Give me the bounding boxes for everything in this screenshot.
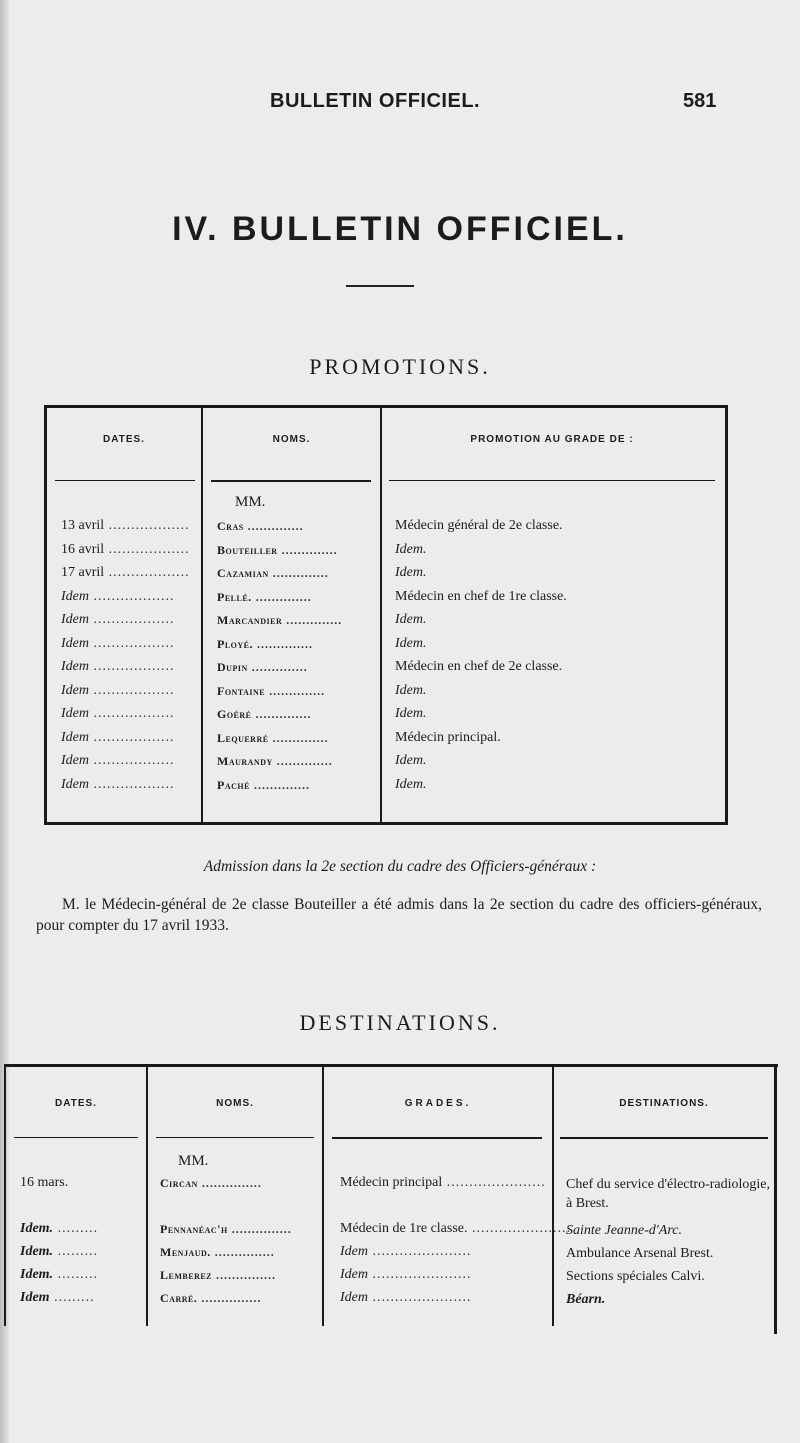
date-text: Idem: [61, 753, 89, 768]
date-cell: [20, 1244, 144, 1260]
date-cell: [61, 542, 197, 558]
date-text: 13 avril: [61, 518, 105, 533]
header-underline: [55, 480, 195, 481]
grade-cell: Idem.: [395, 612, 427, 627]
grade-cell: [340, 1244, 546, 1260]
grade-cell: [340, 1267, 546, 1283]
leader-dots: ..................: [89, 682, 175, 698]
name-cell: [217, 613, 375, 628]
leader-dots: .........: [53, 1244, 99, 1259]
name-cell: [217, 637, 375, 652]
leader-dots: ..................: [89, 729, 175, 745]
destinations-title: DESTINATIONS.: [299, 1010, 501, 1035]
leader-dots: ..............: [251, 707, 312, 721]
date-text: 16 avril: [61, 541, 105, 557]
name-cell: [217, 590, 375, 605]
header-underline: [14, 1137, 138, 1138]
date-cell: [61, 612, 197, 628]
leader-dots: ..................: [89, 635, 175, 651]
date-cell: [61, 753, 197, 769]
date-text: Idem: [61, 682, 89, 698]
admission-heading: Admission dans la 2e section du cadre des Officiers-généraux :: [203, 858, 597, 875]
leader-dots: ......................: [368, 1290, 472, 1305]
date-text: 17 avril: [61, 565, 105, 580]
name-text: Dupin: [217, 660, 248, 674]
grade-text: Idem: [340, 1244, 368, 1259]
date-cell: [20, 1290, 144, 1306]
name-text: Bouteiller: [217, 542, 278, 557]
name-text: Cazamian: [217, 566, 269, 580]
name-cell: [160, 1268, 318, 1283]
leader-dots: .........: [53, 1221, 99, 1236]
name-cell: [217, 754, 375, 769]
leader-dots: ..............: [249, 777, 310, 792]
mm-label: MM.: [235, 494, 266, 510]
mm-label: MM.: [178, 1153, 209, 1169]
name-cell: [217, 660, 375, 675]
col-header-dates: DATES.: [55, 1098, 97, 1109]
date-text: 16 mars.: [20, 1175, 69, 1190]
grade-cell: Médecin principal.: [395, 729, 501, 745]
name-cell: [217, 707, 375, 722]
leader-dots: ..............: [272, 754, 333, 768]
date-cell: [61, 659, 197, 675]
date-cell: [20, 1221, 144, 1237]
leader-dots: ..................: [89, 706, 175, 721]
leader-dots: ......................: [442, 1175, 546, 1190]
leader-dots: ..............: [265, 683, 326, 698]
header-underline: [211, 480, 371, 482]
col-header-grade: PROMOTION AU GRADE DE :: [470, 434, 634, 445]
date-text: Idem.: [20, 1267, 54, 1282]
date-cell: [61, 683, 197, 699]
col-divider: [774, 1064, 777, 1334]
name-text: Lemberez: [160, 1268, 213, 1282]
name-text: Pennanéac'h: [160, 1222, 228, 1236]
name-text: Lequerré: [217, 730, 269, 745]
name-text: Cras: [217, 519, 244, 533]
col-header-noms: NOMS.: [272, 434, 311, 445]
name-cell: [217, 731, 375, 746]
date-cell: [61, 589, 197, 605]
date-text: Idem: [61, 706, 89, 721]
name-cell: [217, 684, 375, 699]
date-cell: [61, 730, 197, 746]
name-cell: [217, 519, 375, 534]
date-text: Idem: [61, 588, 89, 604]
leader-dots: ..................: [89, 588, 175, 604]
name-text: Goéré: [217, 707, 252, 721]
col-header-grades: GRADES.: [404, 1098, 472, 1109]
grade-cell: Idem.: [395, 565, 427, 580]
leader-dots: ......................: [368, 1244, 472, 1259]
leader-dots: ..................: [104, 565, 190, 580]
grade-cell: [340, 1175, 546, 1191]
name-cell: [160, 1245, 318, 1260]
grade-cell: [340, 1290, 546, 1306]
admission-text: M. le Médecin-général de 2e classe Bouteiller a été admis dans la 2e section du cadre des officiers-généraux, pour compter du 17 avril 1933.: [36, 896, 762, 934]
date-text: Idem.: [20, 1244, 54, 1259]
col-divider: [380, 408, 382, 822]
grade-text: Médecin de 1re classe.: [340, 1221, 468, 1236]
header-underline: [560, 1137, 768, 1139]
leader-dots: ..................: [104, 541, 190, 557]
name-text: Paché: [217, 777, 250, 792]
leader-dots: ..............: [247, 660, 308, 674]
header-underline: [332, 1137, 542, 1139]
date-cell: [61, 518, 197, 534]
date-text: Idem: [61, 612, 89, 627]
table-top-border: [4, 1064, 778, 1067]
date-text: Idem: [61, 635, 89, 651]
name-cell: [217, 543, 375, 558]
page-title: IV. BULLETIN OFFICIEL.: [172, 210, 628, 248]
leader-dots: ..............: [268, 566, 329, 580]
date-text: Idem: [61, 729, 89, 745]
col-header-dates: DATES.: [103, 434, 145, 445]
leader-dots: ..............: [268, 730, 329, 745]
date-cell: [61, 565, 197, 581]
name-text: Fontaine: [217, 683, 266, 698]
destination-cell: Ambulance Arsenal Brest.: [566, 1246, 714, 1261]
leader-dots: ..............: [251, 589, 312, 604]
name-text: Menjaud.: [160, 1245, 211, 1259]
leader-dots: ...............: [197, 1176, 262, 1190]
col-divider: [201, 408, 203, 822]
leader-dots: ..................: [104, 518, 190, 533]
grade-text: Idem: [340, 1290, 368, 1305]
leader-dots: .........: [49, 1290, 95, 1305]
leader-dots: ......................: [368, 1267, 472, 1282]
leader-dots: ..............: [253, 636, 314, 651]
destination-cell: Sainte Jeanne-d'Arc.: [566, 1223, 682, 1238]
grade-text: Médecin principal: [340, 1175, 443, 1190]
name-cell: [217, 566, 375, 581]
date-cell: [61, 706, 197, 722]
header-underline: [389, 480, 715, 481]
destination-cell: Sections spéciales Calvi.: [566, 1269, 705, 1284]
header-underline: [156, 1137, 314, 1138]
leader-dots: ......................: [467, 1221, 571, 1236]
leader-dots: .........: [53, 1267, 99, 1282]
page-number: 581: [683, 90, 717, 112]
leader-dots: ..............: [243, 519, 304, 533]
destination-cell: Chef du service d'électro-radiologie, à Brest.: [566, 1177, 770, 1211]
col-header-noms: NOMS.: [216, 1098, 254, 1109]
name-text: Maurandy: [217, 754, 273, 768]
date-cell: [20, 1175, 144, 1191]
running-header-title: BULLETIN OFFICIEL.: [270, 90, 481, 112]
name-cell: [217, 778, 375, 793]
grade-cell: Idem.: [395, 776, 427, 792]
destinations-table: [4, 1064, 778, 1334]
leader-dots: ..................: [89, 659, 175, 674]
name-text: Marcandier: [217, 613, 283, 627]
grade-text: Idem: [340, 1267, 368, 1282]
date-cell: [20, 1267, 144, 1283]
date-text: Idem: [20, 1290, 50, 1305]
grade-cell: Idem.: [395, 541, 427, 557]
date-text: Idem: [61, 659, 89, 674]
leader-dots: ..................: [89, 776, 175, 792]
name-text: Circan: [160, 1176, 198, 1190]
grade-cell: Idem.: [395, 706, 427, 721]
leader-dots: ...............: [210, 1245, 275, 1259]
name-cell: [160, 1222, 318, 1237]
leader-dots: ..................: [89, 753, 175, 768]
name-text: Carré.: [160, 1291, 198, 1305]
destination-cell: Béarn.: [566, 1292, 606, 1307]
title-rule: [346, 285, 414, 287]
grade-cell: Médecin général de 2e classe.: [395, 518, 563, 533]
promotions-table: [44, 405, 728, 825]
grade-cell: Médecin en chef de 1re classe.: [395, 588, 567, 604]
leader-dots: ...............: [197, 1291, 262, 1305]
date-text: Idem.: [20, 1221, 54, 1236]
leader-dots: ..............: [282, 613, 343, 627]
grade-cell: Idem.: [395, 635, 427, 651]
grade-cell: [340, 1221, 571, 1237]
leader-dots: ...............: [227, 1222, 292, 1236]
grade-cell: Idem.: [395, 753, 427, 768]
leader-dots: ...............: [212, 1268, 277, 1282]
leader-dots: ..................: [89, 612, 175, 627]
name-text: Ployé.: [217, 636, 254, 651]
date-cell: [61, 777, 197, 793]
promotions-title: PROMOTIONS.: [309, 354, 491, 379]
name-text: Pellé.: [217, 589, 252, 604]
name-cell: [160, 1176, 318, 1191]
leader-dots: ..............: [277, 542, 338, 557]
grade-cell: Médecin en chef de 2e classe.: [395, 659, 563, 674]
date-text: Idem: [61, 776, 89, 792]
grade-cell: Idem.: [395, 682, 427, 698]
col-header-destinations: DESTINATIONS.: [619, 1098, 709, 1109]
name-cell: [160, 1291, 318, 1306]
date-cell: [61, 636, 197, 652]
